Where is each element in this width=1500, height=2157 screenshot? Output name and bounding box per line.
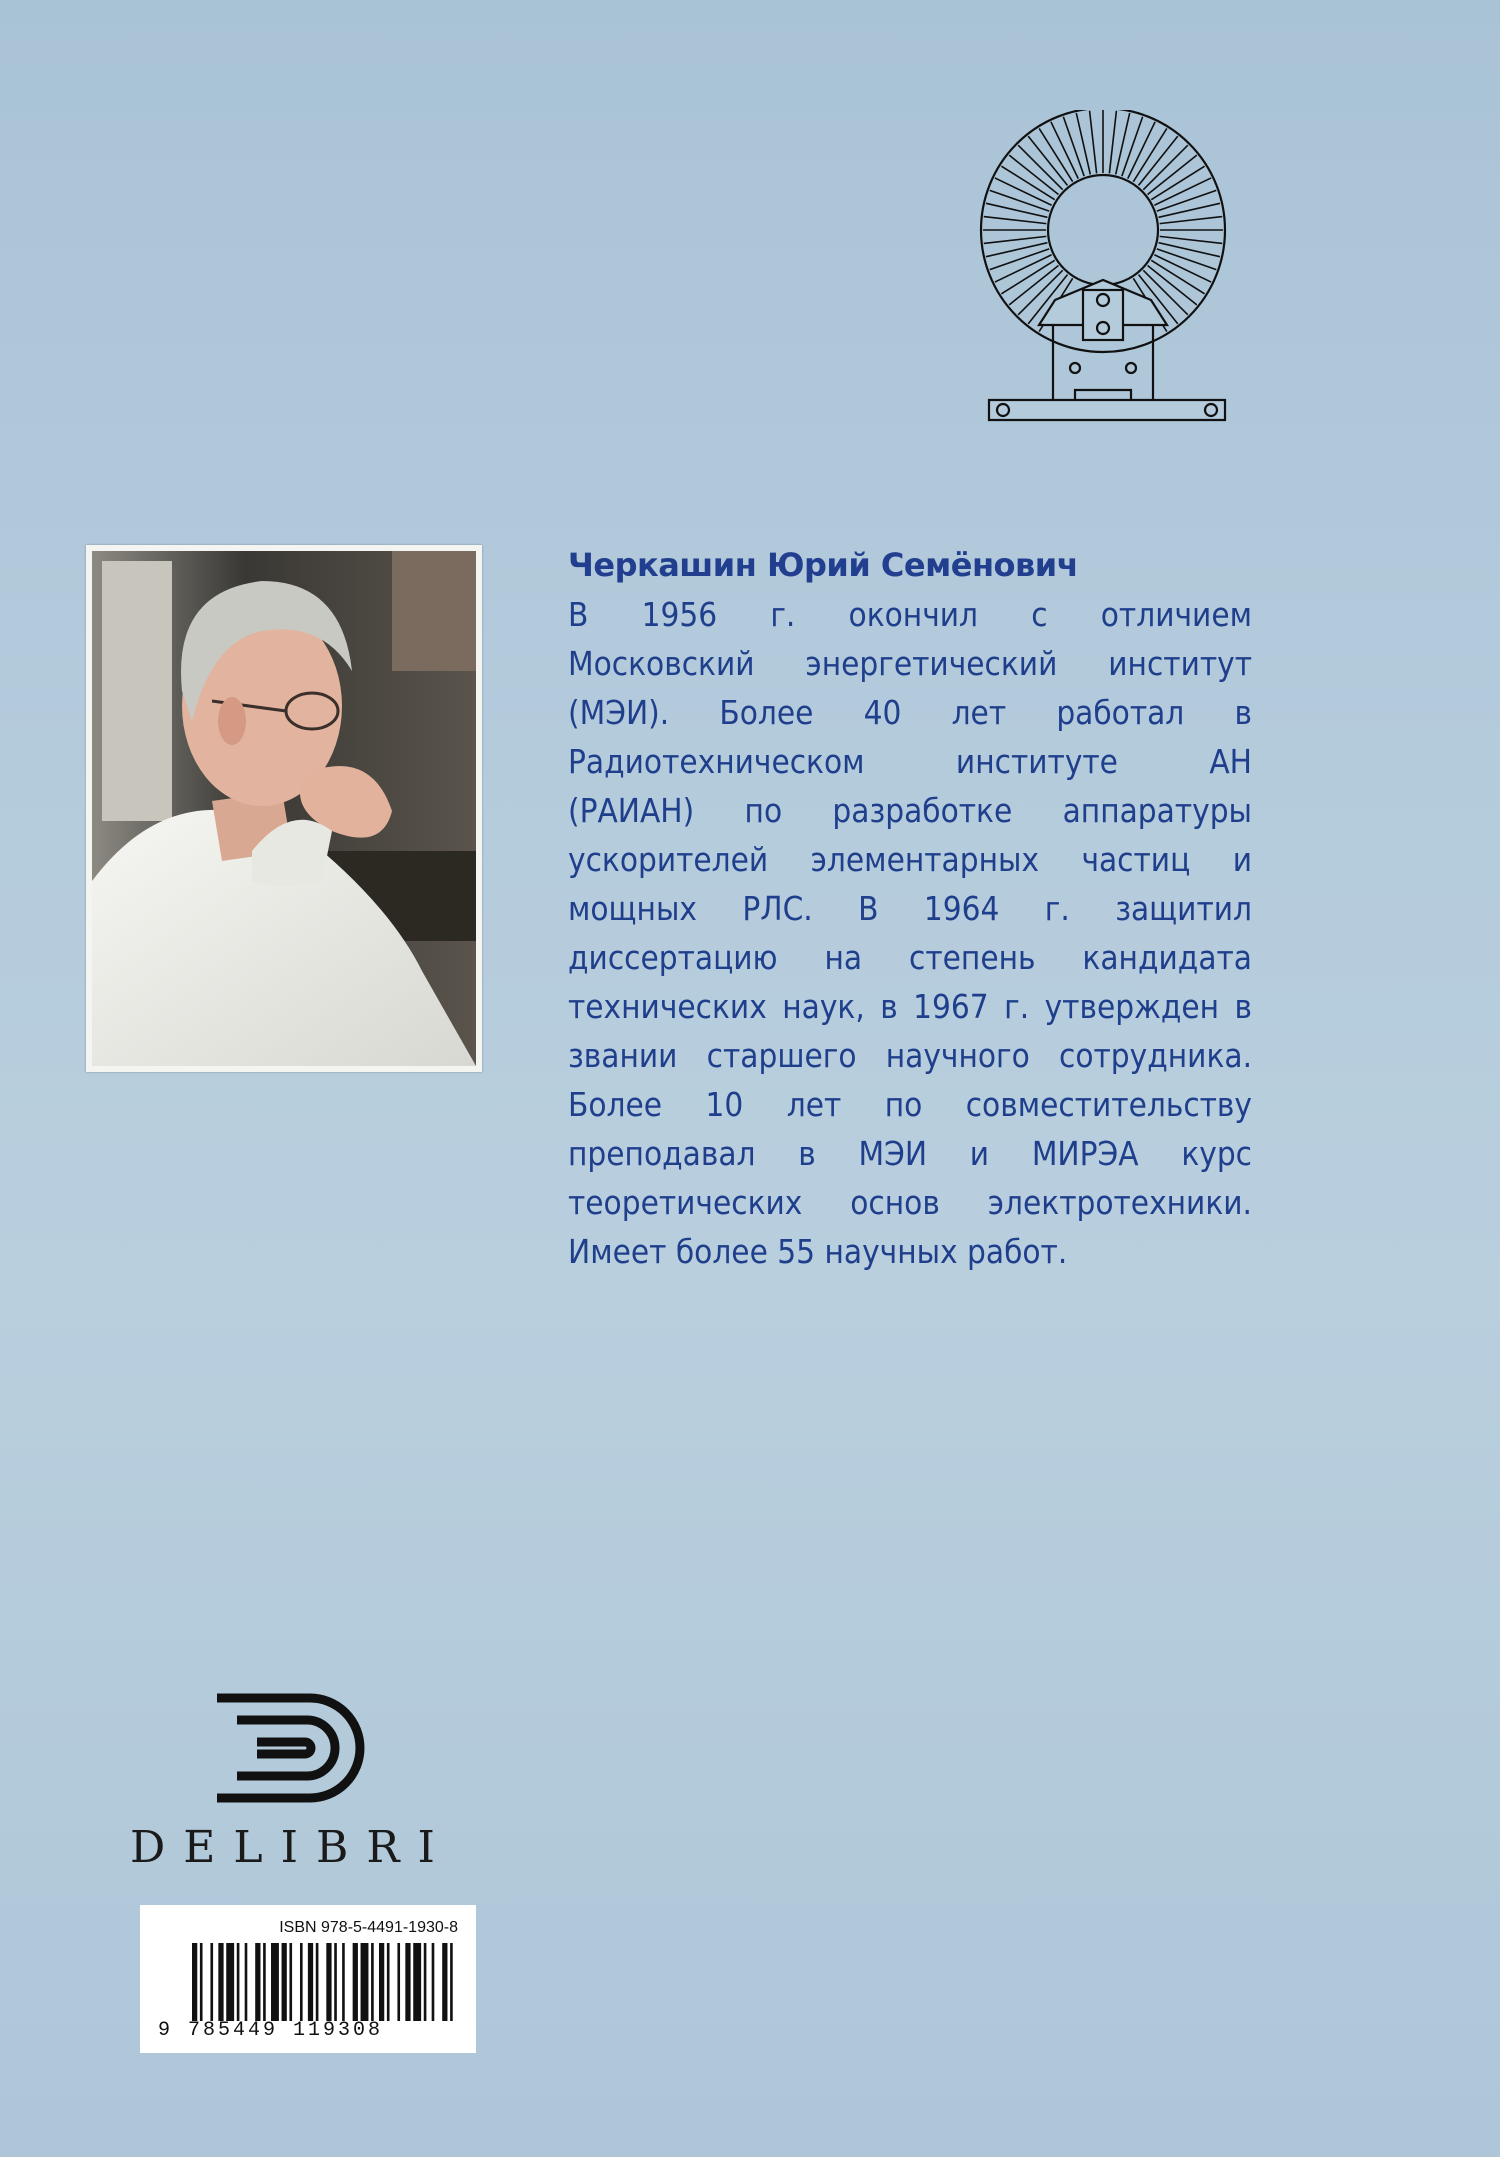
barcode-bar [200,1943,203,2021]
barcode-icon [192,1943,458,2021]
barcode-bar [361,1943,369,2021]
winding-line [1160,236,1223,243]
barcode-bar [245,1943,248,2021]
barcode-bar [342,1943,345,2021]
bio-line: диссертацию на степень кандидата [568,938,1252,977]
bio-line: технических наук, в 1967 г. утвержден в [568,987,1252,1026]
barcode-bar [334,1943,337,2021]
barcode-bar [255,1943,260,2021]
winding-line [990,249,1049,270]
bio-line: преподавал в МЭИ и МИРЭА курс [568,1134,1252,1173]
bio-line: теоретических основ электротехники. [568,1183,1252,1222]
barcode-bar [237,1943,240,2021]
winding-line [990,190,1049,211]
barcode-bar [387,1943,390,2021]
author-photo [86,545,482,1072]
winding-line [984,236,1047,243]
barcode-bar [226,1943,234,2021]
bio-line: мощных РЛС. В 1964 г. защитил [568,889,1252,928]
author-name: Черкашин Юрий Семёнович [568,546,1079,584]
winding-line [1157,190,1216,211]
barcode-bar [442,1943,447,2021]
isbn-label: ISBN 978-5-4491-1930-8 [279,1919,458,1936]
winding-line [1090,111,1097,174]
barcode-bar [263,1943,266,2021]
barcode-bar [210,1943,213,2021]
winding-line [1159,203,1220,217]
winding-line [1063,117,1084,176]
winding-line [1122,117,1143,176]
bio-line: (МЭИ). Более 40 лет работал в [568,693,1252,732]
barcode-bar [450,1943,453,2021]
bio-line: (РАИАН) по разработке аппаратуры [568,791,1252,830]
barcode-bar [432,1943,435,2021]
barcode-bar [289,1943,292,2021]
winding-line [1109,111,1116,174]
winding-line [984,217,1047,224]
barcode-bar [218,1943,223,2021]
barcode-bar [326,1943,331,2021]
barcode-bar [282,1943,287,2021]
author-biography [568,540,1252,1276]
bio-line: ускорителей элементарных частиц и [568,840,1252,879]
bio-line: Более 10 лет по совместительству [568,1085,1252,1124]
barcode-digits: 9 785449 119308 [158,2019,384,2042]
bio-line: Имеет более 55 научных работ. [568,1232,1068,1271]
toroid-drawing [975,110,1245,430]
winding-line [986,243,1047,257]
winding-line [1076,113,1090,174]
publisher-logo-icon [215,1690,385,1805]
barcode-bar [316,1943,319,2021]
isbn-barcode-box [140,1905,476,2053]
bio-line: Радиотехническом институте АН [568,742,1252,781]
barcode-bar [405,1943,410,2021]
barcode-bar [353,1943,358,2021]
barcode-bar [371,1943,374,2021]
barcode-bar [379,1943,384,2021]
bio-line: звании старшего научного сотрудника. [568,1036,1252,1075]
winding-line [986,203,1047,217]
winding-line [1116,113,1130,174]
publisher-name: DELIBRI [130,1822,453,1873]
barcode-bar [424,1943,427,2021]
barcode-bar [397,1943,400,2021]
winding-line [1160,217,1223,224]
barcode-bar [271,1943,279,2021]
barcode-bar [300,1943,303,2021]
winding-line [1159,243,1220,257]
barcode-bar [192,1943,197,2021]
barcode-bar [308,1943,313,2021]
barcode-bar [413,1943,421,2021]
winding-line [1157,249,1216,270]
bio-line: Московский энергетический институт [568,644,1252,683]
bio-line: В 1956 г. окончил с отличием [568,595,1252,634]
